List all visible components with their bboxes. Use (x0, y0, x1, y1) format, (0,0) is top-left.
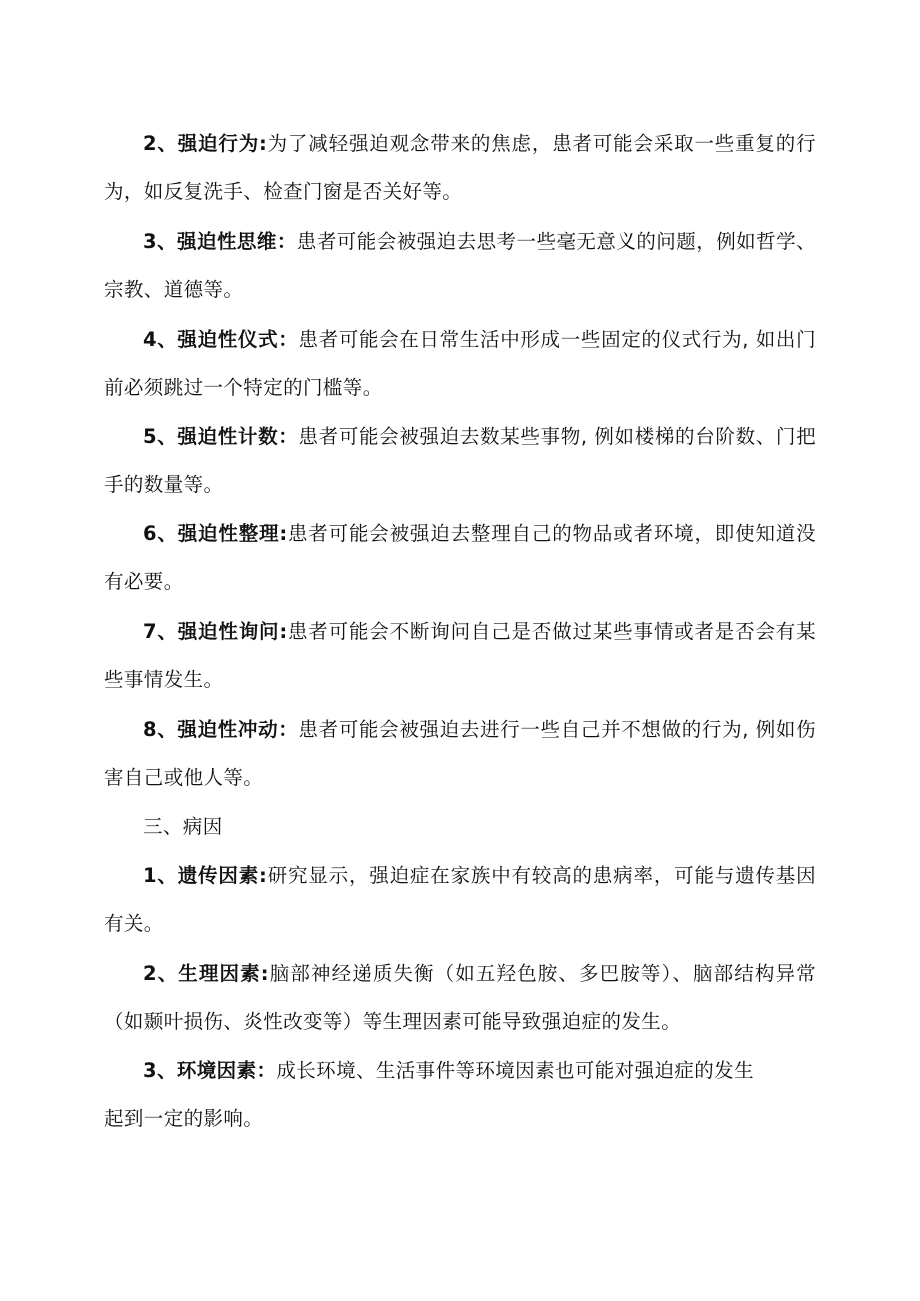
symptom-paragraph-3 (104, 218, 816, 314)
symptom-paragraph-5 (104, 413, 816, 509)
symptom-paragraph-4 (104, 316, 816, 412)
paragraph-text: 为了减轻强迫观念带来的焦虑，患者可能会采取一些重复的行为，如反复洗手、检查门窗是否关好等。 (104, 132, 816, 203)
paragraph-text: 研究显示，强迫症在家族中有较高的患病率，可能与遗传基因有关。 (104, 864, 816, 935)
cause-paragraph-2 (104, 950, 816, 1046)
paragraph-heading: 7、强迫性询问: (143, 620, 288, 643)
cause-paragraph-3 (104, 1047, 816, 1143)
paragraph-heading: 2、生理因素: (143, 962, 269, 985)
cause-paragraph-3-line-2: 起到一定的影响。 (104, 1107, 264, 1130)
cause-paragraph-1 (104, 852, 816, 948)
paragraph-text: 脑部神经递质失衡（如五羟色胺、多巴胺等）、脑部结构异常（如颞叶损伤、炎性改变等）等生理因素可能导致强迫症的发生。 (104, 962, 816, 1033)
paragraph-text: 患者可能会不断询问自己是否做过某些事情或者是否会有某些事情发生。 (104, 620, 816, 691)
paragraph-heading: 2、强迫行为: (143, 132, 268, 155)
paragraph-text: 患者可能会被强迫去进行一些自己并不想做的行为, 例如伤害自己或他人等。 (104, 718, 816, 789)
paragraph-text: 患者可能会被强迫去整理自己的物品或者环境，即使知道没有必要。 (104, 522, 816, 593)
paragraph-text: 成长环境、生活事件等环境因素也可能对强迫症的发生 (276, 1059, 754, 1082)
paragraph-text: 患者可能会被强迫去思考一些毫无意义的问题，例如哲学、宗教、道德等。 (104, 230, 816, 301)
paragraph-heading: 8、强迫性冲动： (143, 718, 299, 741)
symptom-paragraph-8 (104, 706, 816, 802)
section-heading: 三、病因 (143, 815, 223, 838)
paragraph-heading: 4、强迫性仪式： (143, 328, 299, 351)
paragraph-heading: 5、强迫性计数： (143, 425, 299, 448)
symptom-paragraph-6 (104, 510, 816, 606)
paragraph-text: 患者可能会在日常生活中形成一些固定的仪式行为, 如出门前必须跳过一个特定的门槛等。 (104, 328, 816, 399)
paragraph-heading: 3、强迫性思维： (143, 230, 297, 253)
paragraph-heading: 6、强迫性整理: (143, 522, 288, 545)
paragraph-heading: 1、遗传因素: (143, 864, 268, 887)
cause-paragraph-3-line-1 (104, 1047, 816, 1095)
paragraph-text: 患者可能会被强迫去数某些事物, 例如楼梯的台阶数、门把手的数量等。 (104, 425, 816, 496)
symptom-paragraph-7 (104, 608, 816, 704)
symptom-paragraph-2 (104, 120, 816, 216)
paragraph-heading: 3、环境因素： (143, 1059, 277, 1082)
